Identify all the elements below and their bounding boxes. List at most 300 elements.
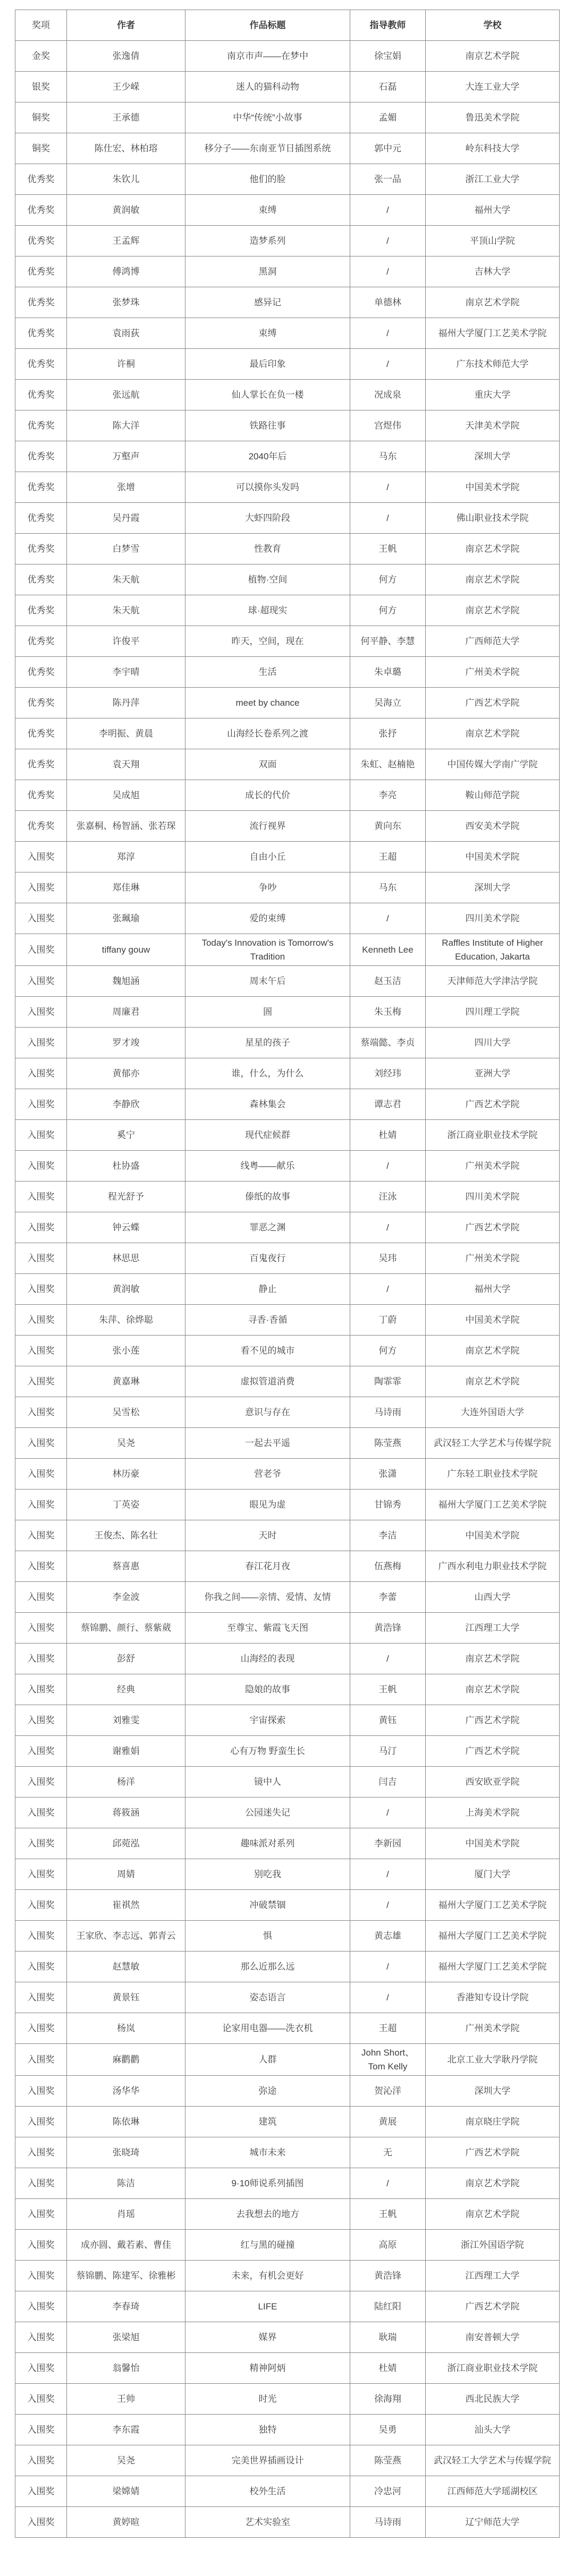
- teacher-cell: 张一品: [350, 164, 426, 195]
- author-cell: 王少嵘: [67, 72, 185, 102]
- title-cell: 争吵: [185, 872, 350, 903]
- title-cell: 别吃我: [185, 1859, 350, 1890]
- school-cell: 南京艺术学院: [426, 1336, 560, 1366]
- award-cell: 银奖: [15, 72, 67, 102]
- award-cell: 入围奖: [15, 2353, 67, 2384]
- teacher-cell: /: [350, 1890, 426, 1921]
- title-cell: 周末午后: [185, 966, 350, 997]
- award-cell: 优秀奖: [15, 749, 67, 780]
- author-cell: 程光舒予: [67, 1182, 185, 1212]
- teacher-cell: 刘经玮: [350, 1058, 426, 1089]
- author-cell: 陈仕宏、林柏瑢: [67, 133, 185, 164]
- table-row: [15, 872, 560, 903]
- teacher-cell: 马诗雨: [350, 2507, 426, 2538]
- author-cell: 张梁旭: [67, 2322, 185, 2353]
- award-cell: 入围奖: [15, 1767, 67, 1798]
- title-cell: 大虾四阶段: [185, 503, 350, 534]
- award-cell: 入围奖: [15, 2199, 67, 2230]
- teacher-cell: 贺沁洋: [350, 2076, 426, 2107]
- award-cell: 入围奖: [15, 1952, 67, 1982]
- school-cell: 中国传媒大学南广学院: [426, 749, 560, 780]
- teacher-cell: 朱卓璐: [350, 657, 426, 688]
- author-cell: 杨洋: [67, 1767, 185, 1798]
- table-row: [15, 780, 560, 811]
- author-cell: 吴尧: [67, 1428, 185, 1459]
- title-cell: 性教育: [185, 534, 350, 564]
- table-row: [15, 903, 560, 934]
- title-cell: 独特: [185, 2415, 350, 2445]
- table-row: [15, 2415, 560, 2445]
- table-row: [15, 1520, 560, 1551]
- school-cell: 大连工业大学: [426, 72, 560, 102]
- award-cell: 入围奖: [15, 1274, 67, 1305]
- title-cell: 森林集会: [185, 1089, 350, 1120]
- title-cell: 宇宙探索: [185, 1705, 350, 1736]
- author-cell: 彭舒: [67, 1644, 185, 1674]
- award-cell: 入围奖: [15, 1890, 67, 1921]
- table-row: [15, 1058, 560, 1089]
- teacher-cell: 马汀: [350, 1736, 426, 1767]
- teacher-cell: 无: [350, 2137, 426, 2168]
- teacher-cell: 伍燕梅: [350, 1551, 426, 1582]
- author-cell: tiffany gouw: [67, 934, 185, 966]
- teacher-cell: 蔡端懿、李贞: [350, 1028, 426, 1058]
- teacher-cell: 郭中元: [350, 133, 426, 164]
- award-cell: 入围奖: [15, 2507, 67, 2538]
- title-cell: 看不见的城市: [185, 1336, 350, 1366]
- teacher-cell: 王超: [350, 2013, 426, 2044]
- title-cell: 红与黑的碰撞: [185, 2230, 350, 2261]
- author-cell: 刘雅雯: [67, 1705, 185, 1736]
- table-row: [15, 1890, 560, 1921]
- author-cell: 黄婷暄: [67, 2507, 185, 2538]
- header-row: [15, 10, 560, 41]
- title-cell: 感异记: [185, 287, 350, 318]
- school-cell: 广西艺术学院: [426, 2291, 560, 2322]
- school-cell: 西安欧亚学院: [426, 1767, 560, 1798]
- award-cell: 入围奖: [15, 997, 67, 1028]
- table-row: [15, 410, 560, 441]
- table-row: [15, 1705, 560, 1736]
- title-cell: 星星的孩子: [185, 1028, 350, 1058]
- title-cell: 城市未来: [185, 2137, 350, 2168]
- author-cell: 吴雪松: [67, 1397, 185, 1428]
- school-cell: 南京艺术学院: [426, 534, 560, 564]
- teacher-cell: 马东: [350, 872, 426, 903]
- award-cell: 优秀奖: [15, 811, 67, 842]
- school-cell: 浙江商业职业技术学院: [426, 2353, 560, 2384]
- author-cell: 王承德: [67, 102, 185, 133]
- teacher-cell: /: [350, 256, 426, 287]
- table-row: [15, 72, 560, 102]
- title-cell: 春江花月夜: [185, 1551, 350, 1582]
- title-cell: 论家用电器——洗衣机: [185, 2013, 350, 2044]
- teacher-cell: /: [350, 2168, 426, 2199]
- school-cell: Raffles Institute of Higher Education, Jakarta: [426, 934, 560, 966]
- author-cell: 陈依琳: [67, 2107, 185, 2137]
- award-cell: 入围奖: [15, 1305, 67, 1336]
- table-row: [15, 1028, 560, 1058]
- award-cell: 入围奖: [15, 2168, 67, 2199]
- author-cell: 谢雅娟: [67, 1736, 185, 1767]
- award-cell: 入围奖: [15, 1151, 67, 1182]
- table-row: [15, 2445, 560, 2476]
- title-cell: 精神阿炳: [185, 2353, 350, 2384]
- award-cell: 入围奖: [15, 1028, 67, 1058]
- table-row: [15, 811, 560, 842]
- school-cell: 南京晓庄学院: [426, 2107, 560, 2137]
- award-cell: 入围奖: [15, 1859, 67, 1890]
- teacher-cell: /: [350, 195, 426, 226]
- teacher-cell: 朱虹、赵楠艳: [350, 749, 426, 780]
- award-cell: 入围奖: [15, 2137, 67, 2168]
- teacher-cell: 孟媚: [350, 102, 426, 133]
- title-cell: 中华“传统”小故事: [185, 102, 350, 133]
- table-row: [15, 2199, 560, 2230]
- table-row: [15, 2230, 560, 2261]
- table-row: [15, 1767, 560, 1798]
- author-cell: 李春琦: [67, 2291, 185, 2322]
- teacher-cell: 宫煜伟: [350, 410, 426, 441]
- title-cell: 双面: [185, 749, 350, 780]
- school-cell: 江西理工大学: [426, 1613, 560, 1644]
- table-row: [15, 1736, 560, 1767]
- author-cell: 黄郁亦: [67, 1058, 185, 1089]
- school-cell: 吉林大学: [426, 256, 560, 287]
- teacher-cell: 马诗雨: [350, 1397, 426, 1428]
- school-cell: 广州美术学院: [426, 657, 560, 688]
- author-cell: 陈丹萍: [67, 688, 185, 718]
- title-cell: 造梦系列: [185, 226, 350, 256]
- award-cell: 优秀奖: [15, 595, 67, 626]
- title-cell: 球·超现实: [185, 595, 350, 626]
- award-cell: 优秀奖: [15, 318, 67, 349]
- author-cell: 王俊杰、陈名壮: [67, 1520, 185, 1551]
- table-row: [15, 1982, 560, 2013]
- table-row: [15, 534, 560, 564]
- author-cell: 万壑声: [67, 441, 185, 472]
- author-cell: 黄润敏: [67, 195, 185, 226]
- school-cell: 福州大学厦门工艺美术学院: [426, 1890, 560, 1921]
- teacher-cell: 黄志雄: [350, 1921, 426, 1952]
- award-cell: 入围奖: [15, 934, 67, 966]
- award-cell: 入围奖: [15, 1921, 67, 1952]
- author-cell: 李东霞: [67, 2415, 185, 2445]
- title-cell: 时光: [185, 2384, 350, 2415]
- title-cell: 爱的束缚: [185, 903, 350, 934]
- teacher-cell: 闫吉: [350, 1767, 426, 1798]
- table-row: [15, 1859, 560, 1890]
- teacher-cell: /: [350, 1798, 426, 1828]
- author-cell: 朱天航: [67, 595, 185, 626]
- award-cell: 优秀奖: [15, 195, 67, 226]
- award-cell: 金奖: [15, 41, 67, 72]
- award-cell: 入围奖: [15, 1705, 67, 1736]
- school-cell: 山西大学: [426, 1582, 560, 1613]
- award-cell: 优秀奖: [15, 349, 67, 380]
- teacher-cell: 张潇: [350, 1459, 426, 1490]
- award-cell: 入围奖: [15, 1212, 67, 1243]
- award-cell: 入围奖: [15, 1644, 67, 1674]
- school-cell: 南京艺术学院: [426, 1366, 560, 1397]
- table-row: [15, 749, 560, 780]
- title-cell: 迷人的猫科动物: [185, 72, 350, 102]
- school-cell: 中国美术学院: [426, 1828, 560, 1859]
- title-cell: 线粤——献乐: [185, 1151, 350, 1182]
- author-cell: 许桐: [67, 349, 185, 380]
- school-cell: 武汉轻工大学艺术与传媒学院: [426, 2445, 560, 2476]
- teacher-cell: 张抒: [350, 718, 426, 749]
- teacher-cell: 况成泉: [350, 380, 426, 410]
- award-cell: 入围奖: [15, 2415, 67, 2445]
- title-cell: 最后印象: [185, 349, 350, 380]
- author-cell: 朱钦儿: [67, 164, 185, 195]
- author-cell: 王孟辉: [67, 226, 185, 256]
- table-row: [15, 41, 560, 72]
- award-cell: 优秀奖: [15, 441, 67, 472]
- teacher-cell: 陶霏霏: [350, 1366, 426, 1397]
- table-row: [15, 195, 560, 226]
- author-cell: 钟云蝶: [67, 1212, 185, 1243]
- title-cell: 眼见为虚: [185, 1490, 350, 1520]
- table-row: [15, 1828, 560, 1859]
- author-cell: 杜协盛: [67, 1151, 185, 1182]
- school-cell: 福州大学: [426, 1274, 560, 1305]
- author-cell: 林思思: [67, 1243, 185, 1274]
- table-row: [15, 997, 560, 1028]
- teacher-cell: 何平静、李慧: [350, 626, 426, 657]
- award-cell: 入围奖: [15, 1520, 67, 1551]
- teacher-cell: /: [350, 318, 426, 349]
- award-cell: 入围奖: [15, 872, 67, 903]
- teacher-cell: Kenneth Lee: [350, 934, 426, 966]
- teacher-cell: 杜婧: [350, 1120, 426, 1151]
- school-cell: 中国美术学院: [426, 1305, 560, 1336]
- award-cell: 入围奖: [15, 2445, 67, 2476]
- award-cell: 入围奖: [15, 842, 67, 872]
- author-cell: 邱菀泓: [67, 1828, 185, 1859]
- school-cell: 亚洲大学: [426, 1058, 560, 1089]
- school-cell: 福州大学厦门工艺美术学院: [426, 318, 560, 349]
- teacher-cell: 陆红阳: [350, 2291, 426, 2322]
- teacher-cell: 黄钰: [350, 1705, 426, 1736]
- author-cell: 袁天翔: [67, 749, 185, 780]
- award-cell: 入围奖: [15, 1798, 67, 1828]
- teacher-cell: /: [350, 903, 426, 934]
- teacher-cell: 徐海翔: [350, 2384, 426, 2415]
- table-row: [15, 2076, 560, 2107]
- table-row: [15, 318, 560, 349]
- title-cell: 未来，有机会更好: [185, 2261, 350, 2291]
- teacher-cell: 吴海立: [350, 688, 426, 718]
- award-cell: 入围奖: [15, 2107, 67, 2137]
- author-cell: 王帅: [67, 2384, 185, 2415]
- title-cell: 自由小丘: [185, 842, 350, 872]
- school-cell: 广西艺术学院: [426, 1705, 560, 1736]
- school-cell: 广西艺术学院: [426, 1089, 560, 1120]
- author-cell: 经典: [67, 1674, 185, 1705]
- teacher-cell: 黄向东: [350, 811, 426, 842]
- award-cell: 入围奖: [15, 2291, 67, 2322]
- school-cell: 深圳大学: [426, 872, 560, 903]
- award-cell: 入围奖: [15, 1736, 67, 1767]
- school-cell: 福州大学厦门工艺美术学院: [426, 1490, 560, 1520]
- school-cell: 厦门大学: [426, 1859, 560, 1890]
- header-cell-award: 奖项: [15, 10, 67, 41]
- table-row: [15, 564, 560, 595]
- author-cell: 张梦珠: [67, 287, 185, 318]
- teacher-cell: 谭志君: [350, 1089, 426, 1120]
- title-cell: 9·10师说系列插图: [185, 2168, 350, 2199]
- title-cell: Today's Innovation is Tomorrow's Tradition: [185, 934, 350, 966]
- school-cell: 四川美术学院: [426, 1182, 560, 1212]
- table-row: [15, 1459, 560, 1490]
- title-cell: 意识与存在: [185, 1397, 350, 1428]
- award-cell: 入围奖: [15, 2076, 67, 2107]
- table-row: [15, 1305, 560, 1336]
- teacher-cell: 马东: [350, 441, 426, 472]
- school-cell: 南京艺术学院: [426, 718, 560, 749]
- table-row: [15, 966, 560, 997]
- school-cell: 广西水利电力职业技术学院: [426, 1551, 560, 1582]
- teacher-cell: 何方: [350, 564, 426, 595]
- school-cell: 南京艺术学院: [426, 287, 560, 318]
- author-cell: 魏旭涵: [67, 966, 185, 997]
- author-cell: 李静欣: [67, 1089, 185, 1120]
- author-cell: 陈洁: [67, 2168, 185, 2199]
- teacher-cell: 陈莹燕: [350, 2445, 426, 2476]
- school-cell: 平顶山学院: [426, 226, 560, 256]
- school-cell: 广东技术师范大学: [426, 349, 560, 380]
- title-cell: 流行视界: [185, 811, 350, 842]
- school-cell: 南京艺术学院: [426, 564, 560, 595]
- school-cell: 江西师范大学瑶湖校区: [426, 2476, 560, 2507]
- title-cell: 心有万物 野蛮生长: [185, 1736, 350, 1767]
- school-cell: 香港知专设计学院: [426, 1982, 560, 2013]
- school-cell: 南安普顿大学: [426, 2322, 560, 2353]
- award-cell: 优秀奖: [15, 780, 67, 811]
- header-cell-author: 作者: [67, 10, 185, 41]
- author-cell: 袁雨荻: [67, 318, 185, 349]
- author-cell: 朱天航: [67, 564, 185, 595]
- teacher-cell: /: [350, 503, 426, 534]
- table-row: [15, 842, 560, 872]
- title-cell: 昨天，空间，现在: [185, 626, 350, 657]
- title-cell: 镜中人: [185, 1767, 350, 1798]
- author-cell: 李明振、黄晨: [67, 718, 185, 749]
- author-cell: 丁英姿: [67, 1490, 185, 1520]
- teacher-cell: 朱玉梅: [350, 997, 426, 1028]
- teacher-cell: 何方: [350, 1336, 426, 1366]
- school-cell: 浙江工业大学: [426, 164, 560, 195]
- table-row: [15, 626, 560, 657]
- table-row: [15, 2168, 560, 2199]
- author-cell: 吴成旭: [67, 780, 185, 811]
- teacher-cell: 黄展: [350, 2107, 426, 2137]
- table-row: [15, 2013, 560, 2044]
- award-cell: 入围奖: [15, 2384, 67, 2415]
- award-cell: 优秀奖: [15, 380, 67, 410]
- award-cell: 入围奖: [15, 1490, 67, 1520]
- table-row: [15, 441, 560, 472]
- table-row: [15, 1243, 560, 1274]
- author-cell: 林历豪: [67, 1459, 185, 1490]
- teacher-cell: /: [350, 1212, 426, 1243]
- table-row: [15, 2384, 560, 2415]
- school-cell: 武汉轻工大学艺术与传媒学院: [426, 1428, 560, 1459]
- author-cell: 周婧: [67, 1859, 185, 1890]
- table-row: [15, 1120, 560, 1151]
- school-cell: 西北民族大学: [426, 2384, 560, 2415]
- teacher-cell: 甘锦秀: [350, 1490, 426, 1520]
- table-row: [15, 380, 560, 410]
- title-cell: 校外生活: [185, 2476, 350, 2507]
- title-cell: 公园迷失记: [185, 1798, 350, 1828]
- table-row: [15, 1582, 560, 1613]
- author-cell: 许俊平: [67, 626, 185, 657]
- table-row: [15, 164, 560, 195]
- table-row: [15, 1551, 560, 1582]
- table-row: [15, 1428, 560, 1459]
- teacher-cell: 吴玮: [350, 1243, 426, 1274]
- title-cell: 圄: [185, 997, 350, 1028]
- author-cell: 张晓琦: [67, 2137, 185, 2168]
- table-row: [15, 133, 560, 164]
- table-header: [15, 10, 560, 41]
- title-cell: 一起去平遥: [185, 1428, 350, 1459]
- title-cell: 冲破禁锢: [185, 1890, 350, 1921]
- school-cell: 广州美术学院: [426, 2013, 560, 2044]
- table-row: [15, 2322, 560, 2353]
- teacher-cell: 陈莹燕: [350, 1428, 426, 1459]
- table-row: [15, 1089, 560, 1120]
- title-cell: 山海经长卷系列之渡: [185, 718, 350, 749]
- author-cell: 蔡锦鹏、陈建军、徐雅彬: [67, 2261, 185, 2291]
- table-row: [15, 2044, 560, 2076]
- award-cell: 优秀奖: [15, 410, 67, 441]
- author-cell: 汤华华: [67, 2076, 185, 2107]
- school-cell: 广西艺术学院: [426, 688, 560, 718]
- author-cell: 麻鹳鹳: [67, 2044, 185, 2076]
- author-cell: 张远航: [67, 380, 185, 410]
- header-cell-school: 学校: [426, 10, 560, 41]
- title-cell: 趣味派对系列: [185, 1828, 350, 1859]
- title-cell: 姿态语言: [185, 1982, 350, 2013]
- table-row: [15, 1674, 560, 1705]
- author-cell: 张珮瑜: [67, 903, 185, 934]
- teacher-cell: 黄浩锋: [350, 2261, 426, 2291]
- award-cell: 入围奖: [15, 1459, 67, 1490]
- teacher-cell: /: [350, 1952, 426, 1982]
- teacher-cell: 吴勇: [350, 2415, 426, 2445]
- title-cell: meet by chance: [185, 688, 350, 718]
- school-cell: 深圳大学: [426, 2076, 560, 2107]
- teacher-cell: 王帆: [350, 1674, 426, 1705]
- title-cell: 惧: [185, 1921, 350, 1952]
- teacher-cell: 徐宝娟: [350, 41, 426, 72]
- award-cell: 入围奖: [15, 1182, 67, 1212]
- title-cell: 他们的脸: [185, 164, 350, 195]
- title-cell: 成长的代价: [185, 780, 350, 811]
- table-body: [15, 41, 560, 2538]
- teacher-cell: 李洁: [350, 1520, 426, 1551]
- title-cell: 寻香·香循: [185, 1305, 350, 1336]
- title-cell: 谁，什么，为什么: [185, 1058, 350, 1089]
- author-cell: 张嘉桐、杨智涵、张若琛: [67, 811, 185, 842]
- table-row: [15, 688, 560, 718]
- award-cell: 入围奖: [15, 1366, 67, 1397]
- award-cell: 入围奖: [15, 2013, 67, 2044]
